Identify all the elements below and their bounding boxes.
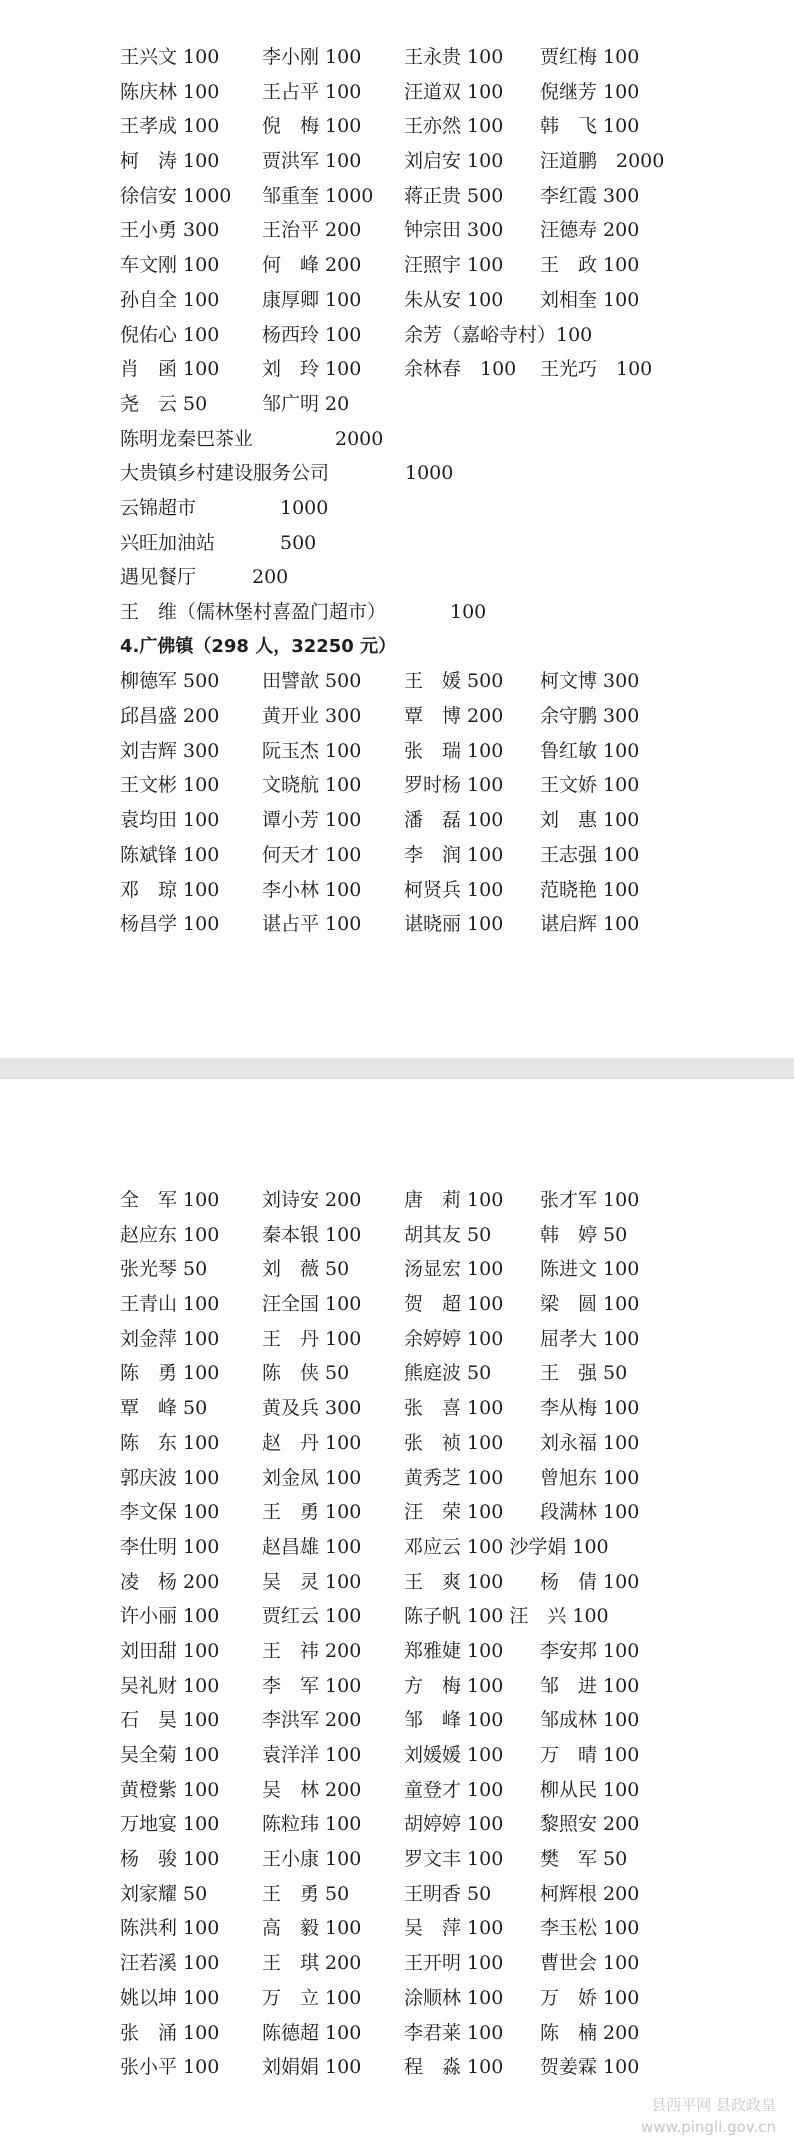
donor-row xyxy=(120,699,760,734)
donor-entry: 刘启安 100 xyxy=(404,150,504,173)
donor-entry: 李从梅 100 xyxy=(540,1397,640,1420)
donor-entry: 王孝成 100 xyxy=(120,115,220,138)
donor-entry: 赵昌雄 100 xyxy=(262,1535,362,1558)
donor-entry: 王光巧 100 xyxy=(540,358,653,381)
donor-entry: 邹重奎 1000 xyxy=(262,184,374,207)
org-name: 云锦超市 xyxy=(120,496,197,519)
donor-entry: 梁 圆 100 xyxy=(540,1293,640,1316)
donor-list-page-1 xyxy=(120,40,760,942)
donor-entry: 王 强 50 xyxy=(540,1362,628,1385)
donor-entry: 吴 萍 100 xyxy=(404,1917,504,1940)
donor-entry: 张光琴 50 xyxy=(120,1258,208,1281)
donor-entry: 陈德超 100 xyxy=(262,2021,362,2044)
document-page-1 xyxy=(0,0,794,1058)
donor-entry: 王 琪 200 xyxy=(262,1952,362,1975)
org-amount: 1000 xyxy=(280,496,329,519)
donor-entry: 贾红云 100 xyxy=(262,1605,362,1628)
donor-row xyxy=(120,1842,760,1877)
donor-row xyxy=(120,1426,760,1461)
donor-entry: 贾红梅 100 xyxy=(540,46,640,68)
donor-entry: 曹世会 100 xyxy=(540,1952,640,1975)
donor-entry: 陈 勇 100 xyxy=(120,1362,220,1385)
donor-row xyxy=(120,248,760,283)
donor-entry: 高 毅 100 xyxy=(262,1917,362,1940)
donor-row xyxy=(120,75,760,110)
donor-entry: 王 祎 200 xyxy=(262,1639,362,1662)
donor-entry: 许小丽 100 xyxy=(120,1605,220,1628)
org-amount: 200 xyxy=(252,566,289,589)
watermark-line-1: 县西平网 县政政皇 xyxy=(651,2096,776,2114)
donor-row xyxy=(120,1877,760,1912)
donor-entry: 韩 婷 50 xyxy=(540,1223,628,1246)
org-donor-row xyxy=(120,456,760,491)
donor-entry: 秦本银 100 xyxy=(262,1223,362,1246)
donor-entry: 屈孝大 100 xyxy=(540,1327,640,1350)
donor-entry: 刘娟娟 100 xyxy=(262,2056,362,2079)
donor-entry: 李安邦 100 xyxy=(540,1639,640,1662)
donor-row xyxy=(120,1669,760,1704)
page-gap xyxy=(0,1058,794,1078)
donor-row xyxy=(120,144,760,179)
donor-entry: 王占平 100 xyxy=(262,80,362,103)
donor-entry: 邓应云 100 沙学娟 100 xyxy=(404,1535,609,1558)
donor-row xyxy=(120,179,760,214)
donor-entry: 王 媛 500 xyxy=(404,670,504,693)
org-amount: 1000 xyxy=(405,462,454,485)
donor-entry: 朱从安 100 xyxy=(404,288,504,311)
donor-entry: 王文彬 100 xyxy=(120,774,220,797)
donor-entry: 黄开业 300 xyxy=(262,705,362,728)
donor-entry: 陈庆林 100 xyxy=(120,80,220,103)
donor-entry: 汪德寿 200 xyxy=(540,219,640,242)
donor-entry: 陈斌锋 100 xyxy=(120,843,220,866)
donor-row xyxy=(120,734,760,769)
donor-entry: 柳德军 500 xyxy=(120,670,220,693)
donor-entry: 李君莱 100 xyxy=(404,2021,504,2044)
donor-row xyxy=(120,1634,760,1669)
org-name: 兴旺加油站 xyxy=(120,531,216,554)
donor-entry: 王 勇 50 xyxy=(262,1882,350,1905)
donor-entry: 柯贤兵 100 xyxy=(404,878,504,901)
donor-entry: 李小刚 100 xyxy=(262,46,362,68)
donor-entry: 邹广明 20 xyxy=(262,392,350,415)
org-donor-row xyxy=(120,526,760,561)
donor-entry: 贾洪军 100 xyxy=(262,150,362,173)
donor-entry: 段满林 100 xyxy=(540,1501,640,1524)
donor-entry: 胡婷婷 100 xyxy=(404,1813,504,1836)
donor-entry: 张 喜 100 xyxy=(404,1397,504,1420)
watermark-line-2: www.pingli.gov.cn xyxy=(641,2118,776,2136)
donor-entry: 陈进文 100 xyxy=(540,1258,640,1281)
donor-entry: 杨 倩 100 xyxy=(540,1570,640,1593)
donor-entry: 刘 惠 100 xyxy=(540,809,640,832)
donor-entry: 阮玉杰 100 xyxy=(262,739,362,762)
donor-entry: 何天才 100 xyxy=(262,843,362,866)
donor-entry: 王开明 100 xyxy=(404,1952,504,1975)
donor-row xyxy=(120,1911,760,1946)
donor-entry: 谌启辉 100 xyxy=(540,913,640,936)
donor-entry: 罗文丰 100 xyxy=(404,1848,504,1871)
donor-row xyxy=(120,2016,760,2051)
donor-row xyxy=(120,1391,760,1426)
donor-list-page-2 xyxy=(120,1183,760,2085)
donor-entry: 张 祯 100 xyxy=(404,1431,504,1454)
org-donor-row xyxy=(120,560,760,595)
donor-entry: 尧 云 50 xyxy=(120,392,208,415)
donor-entry: 刘媛媛 100 xyxy=(404,1744,504,1766)
donor-row xyxy=(120,1703,760,1738)
donor-entry: 刘永福 100 xyxy=(540,1431,640,1454)
donor-entry: 汪全国 100 xyxy=(262,1293,362,1316)
donor-entry: 文晓航 100 xyxy=(262,774,362,797)
section-heading: 4.广佛镇（298 人，32250 元） xyxy=(120,635,397,657)
donor-entry: 邓 琼 100 xyxy=(120,878,220,901)
donor-entry: 汤显宏 100 xyxy=(404,1258,504,1281)
donor-entry: 覃 博 200 xyxy=(404,705,504,728)
donor-row xyxy=(120,1461,760,1496)
donor-entry: 倪 梅 100 xyxy=(262,115,362,138)
donor-entry: 凌 杨 200 xyxy=(120,1570,220,1593)
donor-entry: 赵应东 100 xyxy=(120,1223,220,1246)
donor-row xyxy=(120,768,760,803)
donor-entry: 陈 楠 200 xyxy=(540,2021,640,2044)
donor-entry: 鲁红敏 100 xyxy=(540,739,640,762)
donor-entry: 刘 薇 50 xyxy=(262,1258,350,1281)
org-amount: 100 xyxy=(450,601,487,623)
donor-entry: 石 昊 100 xyxy=(120,1709,220,1732)
donor-entry: 万 娇 100 xyxy=(540,1986,640,2009)
donor-entry: 唐 莉 100 xyxy=(404,1189,504,1211)
donor-entry: 刘诗安 200 xyxy=(262,1189,362,1211)
org-amount: 500 xyxy=(280,531,317,554)
donor-entry: 谭小芳 100 xyxy=(262,809,362,832)
donor-row xyxy=(120,213,760,248)
donor-row xyxy=(120,387,760,422)
donor-row xyxy=(120,1565,760,1600)
donor-entry: 刘相奎 100 xyxy=(540,288,640,311)
donor-entry: 李洪军 200 xyxy=(262,1709,362,1732)
donor-entry: 赵 丹 100 xyxy=(262,1431,362,1454)
donor-entry: 李仕明 100 xyxy=(120,1535,220,1558)
org-name: 遇见餐厅 xyxy=(120,566,197,589)
donor-entry: 韩 飞 100 xyxy=(540,115,640,138)
donor-entry: 刘家耀 50 xyxy=(120,1882,208,1905)
org-donor-row xyxy=(120,491,760,526)
donor-entry: 车文刚 100 xyxy=(120,254,220,277)
donor-entry: 邹 峰 100 xyxy=(404,1709,504,1732)
donor-entry: 陈子帆 100 汪 兴 100 xyxy=(404,1605,609,1628)
donor-entry: 柯辉根 200 xyxy=(540,1882,640,1905)
donor-entry: 万 晴 100 xyxy=(540,1744,640,1766)
donor-entry: 康厚卿 100 xyxy=(262,288,362,311)
donor-entry: 李文保 100 xyxy=(120,1501,220,1524)
donor-row xyxy=(120,803,760,838)
donor-entry: 徐信安 1000 xyxy=(120,184,232,207)
donor-entry: 汪道双 100 xyxy=(404,80,504,103)
donor-entry: 柳从民 100 xyxy=(540,1778,640,1801)
donor-entry: 张 涌 100 xyxy=(120,2021,220,2044)
donor-entry: 田譬歆 500 xyxy=(262,670,362,693)
donor-entry: 曾旭东 100 xyxy=(540,1466,640,1489)
donor-entry: 何 峰 200 xyxy=(262,254,362,277)
donor-entry: 方 梅 100 xyxy=(404,1674,504,1697)
donor-entry: 王永贵 100 xyxy=(404,46,504,68)
donor-entry: 胡其友 50 xyxy=(404,1223,492,1246)
donor-entry: 王小康 100 xyxy=(262,1848,362,1871)
donor-entry: 涂顺林 100 xyxy=(404,1986,504,2009)
donor-entry: 罗时杨 100 xyxy=(404,774,504,797)
donor-row xyxy=(120,1356,760,1391)
donor-entry: 黄及兵 300 xyxy=(262,1397,362,1420)
donor-entry: 万 立 100 xyxy=(262,1986,362,2009)
donor-entry: 汪道鹏 2000 xyxy=(540,150,665,173)
org-amount: 2000 xyxy=(335,427,384,450)
donor-entry: 钟宗田 300 xyxy=(404,219,504,242)
donor-entry: 郭庆波 100 xyxy=(120,1466,220,1489)
donor-entry: 陈 东 100 xyxy=(120,1431,220,1454)
org-name: 王 维（儒林堡村喜盈门超市） xyxy=(120,601,387,623)
donor-entry: 姚以坤 100 xyxy=(120,1986,220,2009)
donor-row xyxy=(120,1599,760,1634)
donor-entry: 王小勇 300 xyxy=(120,219,220,242)
donor-row xyxy=(120,664,760,699)
donor-row xyxy=(120,1287,760,1322)
donor-entry: 王 政 100 xyxy=(540,254,640,277)
donor-entry: 陈粒玮 100 xyxy=(262,1813,362,1836)
donor-entry: 王 爽 100 xyxy=(404,1570,504,1593)
donor-entry: 吴 林 200 xyxy=(262,1778,362,1801)
donor-entry: 袁均田 100 xyxy=(120,809,220,832)
donor-entry: 袁洋洋 100 xyxy=(262,1744,362,1766)
donor-entry: 王青山 100 xyxy=(120,1293,220,1316)
donor-entry: 杨昌学 100 xyxy=(120,913,220,936)
donor-entry: 吴 灵 100 xyxy=(262,1570,362,1593)
donor-entry: 黎照安 200 xyxy=(540,1813,640,1836)
donor-entry: 黄橙紫 100 xyxy=(120,1778,220,1801)
donor-entry: 王志强 100 xyxy=(540,843,640,866)
donor-entry: 张才军 100 xyxy=(540,1189,640,1211)
donor-entry: 杨西玲 100 xyxy=(262,323,362,346)
donor-row xyxy=(120,1183,760,1218)
donor-row xyxy=(120,1981,760,2016)
donor-row xyxy=(120,1252,760,1287)
donor-entry: 郑雅婕 100 xyxy=(404,1639,504,1662)
donor-entry: 邹 进 100 xyxy=(540,1674,640,1697)
donor-entry: 贺 超 100 xyxy=(404,1293,504,1316)
donor-row xyxy=(120,873,760,908)
donor-entry: 童登才 100 xyxy=(404,1778,504,1801)
donor-entry: 范晓艳 100 xyxy=(540,878,640,901)
donor-entry: 汪若溪 100 xyxy=(120,1952,220,1975)
donor-entry: 汪 荣 100 xyxy=(404,1501,504,1524)
donor-entry: 王治平 200 xyxy=(262,219,362,242)
donor-row xyxy=(120,283,760,318)
donor-row xyxy=(120,2050,760,2085)
donor-entry: 刘田甜 100 xyxy=(120,1639,220,1662)
donor-row xyxy=(120,1738,760,1773)
donor-entry: 陈 侠 50 xyxy=(262,1362,350,1385)
donor-row xyxy=(120,1218,760,1253)
donor-entry: 刘金凤 100 xyxy=(262,1466,362,1489)
org-donor-row xyxy=(120,595,760,630)
donor-row xyxy=(120,1530,760,1565)
donor-entry: 柯文博 300 xyxy=(540,670,640,693)
donor-entry: 邹成林 100 xyxy=(540,1709,640,1732)
donor-row xyxy=(120,1946,760,1981)
donor-entry: 孙自全 100 xyxy=(120,288,220,311)
donor-entry: 谌晓丽 100 xyxy=(404,913,504,936)
watermark xyxy=(641,2094,776,2138)
donor-entry: 吴全菊 100 xyxy=(120,1744,220,1766)
donor-entry: 潘 磊 100 xyxy=(404,809,504,832)
org-donor-row xyxy=(120,422,760,457)
donor-entry: 倪佑心 100 xyxy=(120,323,220,346)
donor-entry: 李红霞 300 xyxy=(540,184,640,207)
org-name: 陈明龙秦巴茶业 xyxy=(120,427,254,450)
donor-entry: 余守鹏 300 xyxy=(540,705,640,728)
donor-row xyxy=(120,1495,760,1530)
donor-entry: 肖 函 100 xyxy=(120,358,220,381)
donor-entry: 邱昌盛 200 xyxy=(120,705,220,728)
donor-entry: 余芳（嘉峪寺村）100 xyxy=(404,323,593,346)
donor-entry: 汪照宇 100 xyxy=(404,254,504,277)
donor-row xyxy=(120,838,760,873)
donor-entry: 刘吉辉 300 xyxy=(120,739,220,762)
document-page-2 xyxy=(0,1078,794,2148)
donor-entry: 王文娇 100 xyxy=(540,774,640,797)
donor-entry: 樊 军 50 xyxy=(540,1848,628,1871)
donor-entry: 张 瑞 100 xyxy=(404,739,504,762)
donor-entry: 陈洪利 100 xyxy=(120,1917,220,1940)
donor-row xyxy=(120,352,760,387)
donor-entry: 杨 骏 100 xyxy=(120,1848,220,1871)
donor-entry: 李 润 100 xyxy=(404,843,504,866)
donor-entry: 王亦然 100 xyxy=(404,115,504,138)
donor-row xyxy=(120,1773,760,1808)
donor-entry: 万地宴 100 xyxy=(120,1813,220,1836)
donor-entry: 吴礼财 100 xyxy=(120,1674,220,1697)
donor-row xyxy=(120,1807,760,1842)
donor-entry: 李 军 100 xyxy=(262,1674,362,1697)
donor-entry: 张小平 100 xyxy=(120,2056,220,2079)
donor-entry: 王 勇 100 xyxy=(262,1501,362,1524)
donor-entry: 余婷婷 100 xyxy=(404,1327,504,1350)
donor-entry: 王 丹 100 xyxy=(262,1327,362,1350)
donor-entry: 贺姜霖 100 xyxy=(540,2056,640,2079)
donor-entry: 余林春 100 xyxy=(404,358,517,381)
donor-entry: 熊庭波 50 xyxy=(404,1362,492,1385)
donor-row xyxy=(120,40,760,75)
donor-entry: 柯 涛 100 xyxy=(120,150,220,173)
donor-entry: 覃 峰 50 xyxy=(120,1397,208,1420)
donor-entry: 王明香 50 xyxy=(404,1882,492,1905)
donor-entry: 全 军 100 xyxy=(120,1189,220,1211)
donor-entry: 倪继芳 100 xyxy=(540,80,640,103)
donor-entry: 李小林 100 xyxy=(262,878,362,901)
donor-entry: 王兴文 100 xyxy=(120,46,220,68)
donor-row xyxy=(120,109,760,144)
donor-entry: 李玉松 100 xyxy=(540,1917,640,1940)
org-name: 大贵镇乡村建设服务公司 xyxy=(120,462,330,485)
donor-entry: 刘金萍 100 xyxy=(120,1327,220,1350)
donor-entry: 蒋正贵 500 xyxy=(404,184,504,207)
donor-row xyxy=(120,907,760,942)
donor-entry: 黄秀芝 100 xyxy=(404,1466,504,1489)
donor-entry: 程 淼 100 xyxy=(404,2056,504,2079)
donor-entry: 谌占平 100 xyxy=(262,913,362,936)
donor-row xyxy=(120,1322,760,1357)
donor-entry: 刘 玲 100 xyxy=(262,358,362,381)
donor-row xyxy=(120,318,760,353)
